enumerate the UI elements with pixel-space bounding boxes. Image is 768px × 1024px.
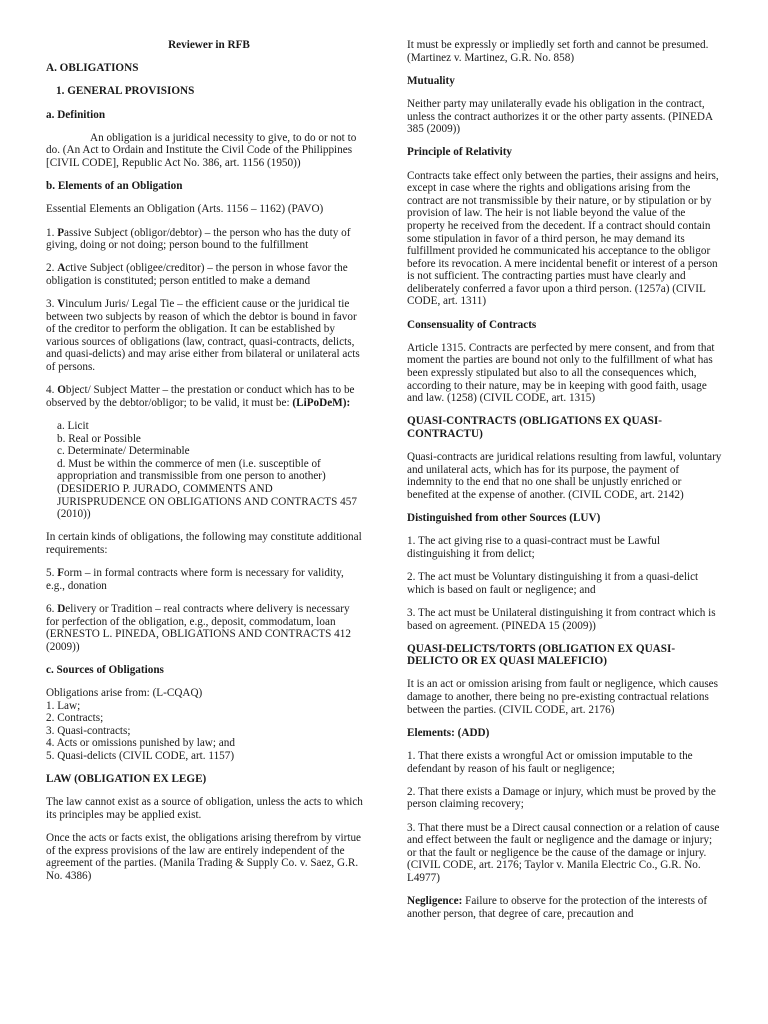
add-item-direct-causal: 3. That there must be a Direct causal connection or a relation of cause and effect between the fault or negligence and the damage or injury; or that the fault or negligence be the cause of the damage or injury. (CIVIL CODE, art. 2176; Taylor v. Manila Electric Co., G.R. No. L4977) — [407, 821, 720, 884]
source-item: 4. Acts or omissions punished by law; and — [46, 737, 235, 750]
luv-item-voluntary: 2. The act must be Voluntary distinguishing it from a quasi-delict which is based on fault or negligence; and — [407, 571, 699, 596]
negligence-label: Negligence: — [407, 895, 463, 908]
element-active-subject — [46, 262, 364, 287]
heading-distinguished: Distinguished from other Sources (LUV) — [407, 512, 601, 525]
element-number: 2. — [46, 262, 58, 275]
lipodem-label: (LiPoDeM): — [292, 396, 351, 409]
element-object — [46, 384, 364, 409]
heading-mutuality: Mutuality — [407, 74, 455, 87]
requisite-determinate: c. Determinate/ Determinable — [57, 445, 190, 458]
element-number: 1. — [46, 226, 58, 239]
quasi-contracts-paragraph: Quasi-contracts are juridical relations resulting from lawful, voluntary and unilateral acts, which has for its purpose, the payment of indemnity to the end that no one shall be unjustly enriched or benefited at the expense of another. (CIVIL CODE, art. 2142) — [407, 451, 722, 501]
add-item-act: 1. That there exists a wrongful Act or omission imputable to the defendant by reason of his fault or negligence; — [407, 750, 693, 775]
mutuality-paragraph: Neither party may unilaterally evade his obligation in the contract, unless the contract authorizes it or the other party assents. (PINEDA 385 (2009)) — [407, 97, 713, 136]
element-text: ctive Subject (obligee/creditor) – the person in whose favor the obligation is constituted; person entitled to make a demand — [46, 262, 348, 287]
element-initial: F — [57, 567, 65, 580]
additional-requirements: In certain kinds of obligations, the following may constitute additional requirements: — [46, 531, 362, 556]
requisite-commerce: d. Must be within the commerce of men (i.e. susceptible of appropriation and transmissible from one person to another) (DESIDERIO P. JURADO, COMMENTS AND JURISPRUDENCE ON OBLIGATIONS AND CONTRACTS 457 (2010)) — [57, 457, 357, 521]
element-initial: O — [57, 384, 66, 397]
element-text: elivery or Tradition – real contracts where delivery is necessary for perfection of the obligation, e.g., deposit, commodatum, loan (ERNESTO L. PINEDA, OBLIGATIONS AND CONTRACTS 412 (2009)) — [46, 602, 351, 653]
left-column — [46, 39, 364, 893]
element-form — [46, 567, 364, 592]
luv-item-lawful: 1. The act giving rise to a quasi-contract must be Lawful distinguishing it from delict; — [407, 535, 660, 560]
element-delivery — [46, 603, 364, 653]
source-item: 3. Quasi-contracts; — [46, 724, 131, 737]
element-initial: D — [57, 602, 66, 615]
document-title: Reviewer in RFB — [168, 39, 250, 51]
element-text: assive Subject (obligor/debtor) – the person who has the duty of giving, doing or not doing; person bound to the fulfillment — [46, 226, 351, 252]
law-paragraph-2: Once the acts or facts exist, the obligations arising therefrom by virtue of the express provisions of the law are entirely independent of the agreement of the parties. (Manila Trading & Supply Co. v. Saez, G.R. No. 4386) — [46, 832, 362, 882]
heading-general-provisions: 1. GENERAL PROVISIONS — [56, 85, 195, 98]
heading-add-elements: Elements: (ADD) — [407, 726, 490, 739]
heading-quasi-contracts: QUASI-CONTRACTS (OBLIGATIONS EX QUASI-CONTRACTU) — [407, 415, 662, 440]
heading-law: LAW (OBLIGATION EX LEGE) — [46, 773, 207, 786]
heading-obligations: A. OBLIGATIONS — [46, 62, 139, 75]
heading-consensuality: Consensuality of Contracts — [407, 318, 537, 331]
law-paragraph-1: The law cannot exist as a source of obligation, unless the acts to which its principles may be applied exist. — [46, 796, 363, 821]
add-item-damage: 2. That there exists a Damage or injury, which must be proved by the person claiming recovery; — [407, 785, 716, 811]
element-number: 5. — [46, 567, 58, 580]
consensuality-paragraph: Article 1315. Contracts are perfected by mere consent, and from that moment the parties are bound not only to the fulfillment of what has been expressly stipulated but also to all the consequences which, according to their nature, may be in keeping with good faith, usage and law. (1258) (CIVIL CODE, art. 1315) — [407, 341, 715, 405]
sources-intro: Obligations arise from: (L-CQAQ) — [46, 687, 203, 700]
element-text: bject/ Subject Matter – the prestation or conduct which has to be observed by the debtor/obligor; to be valid, it must be: — [46, 384, 355, 409]
element-passive-subject — [46, 227, 364, 252]
elements-intro: Essential Elements an Obligation (Arts. 1156 – 1162) (PAVO) — [46, 203, 324, 216]
luv-item-unilateral: 3. The act must be Unilateral distinguishing it from contract which is based on agreement. (PINEDA 15 (2009)) — [407, 606, 716, 632]
requisite-possible: b. Real or Possible — [57, 432, 141, 445]
element-vinculum-juris — [46, 298, 364, 374]
heading-definition: a. Definition — [46, 108, 106, 121]
relativity-paragraph: Contracts take effect only between the parties, their assigns and heirs, except in case where the rights and obligations arising from the contract are not transmissible by their nature, or by stipulation or by provision of law. The heir is not liable beyond the value of the property he received from the decedent. If a contract should contain some stipulation in favor of a third person, he may demand its fulfillment provided he communicated his acceptance to the obligor before its revocation. A mere incidental benefit or interest of a person is not sufficient. The contracting parties must have clearly and deliberately conferred a favor upon a third person. (1257a) (CIVIL CODE, art. 1311) — [407, 169, 719, 308]
source-item: 2. Contracts; — [46, 712, 104, 725]
source-item: 1. Law; — [46, 699, 81, 712]
element-number: 3. — [46, 298, 58, 311]
source-item: 5. Quasi-delicts (CIVIL CODE, art. 1157) — [46, 750, 235, 763]
requisite-licit: a. Licit — [57, 420, 89, 432]
element-number: 4. — [46, 384, 58, 397]
element-initial: A — [57, 262, 66, 275]
heading-relativity: Principle of Relativity — [407, 146, 513, 159]
element-text: inculum Juris/ Legal Tie – the efficient cause or the juridical tie between two subjects by reason of which the debtor is bound in favor of the creditor to perform the obligation. It can be established by various sources of obligations (law, contract, quasi-contracts, delicts, and quasi-delicts) and may arise either from bilateral or unilateral acts of persons. — [46, 298, 360, 374]
element-text: orm – in formal contracts where form is necessary for validity, e.g., donation — [46, 567, 344, 592]
heading-elements: b. Elements of an Obligation — [46, 180, 183, 193]
heading-sources: c. Sources of Obligations — [46, 663, 164, 676]
heading-quasi-delicts: QUASI-DELICTS/TORTS (OBLIGATION EX QUASI-DELICTO OR EX QUASI MALEFICIO) — [407, 642, 676, 668]
definition-paragraph: An obligation is a juridical necessity to give, to do or not to do. (An Act to Ordain and Institute the Civil Code of the Philippines [CIVIL CODE], Republic Act No. 386, art. 1156 (1950)) — [46, 131, 357, 169]
element-initial: V — [57, 298, 66, 311]
negligence-paragraph — [407, 895, 723, 920]
element-initial: P — [57, 226, 65, 239]
quasi-delicts-paragraph: It is an act or omission arising from fault or negligence, which causes damage to another, there being no pre-existing contractual relations between the parties. (CIVIL CODE, art. 2176) — [407, 678, 718, 716]
continuation-paragraph: It must be expressly or impliedly set forth and cannot be presumed. (Martinez v. Martinez, G.R. No. 858) — [407, 39, 709, 64]
element-number: 6. — [46, 602, 58, 615]
right-column — [407, 39, 723, 931]
negligence-text: Failure to observe for the protection of the interests of another person, that degree of care, precaution and — [407, 895, 708, 920]
